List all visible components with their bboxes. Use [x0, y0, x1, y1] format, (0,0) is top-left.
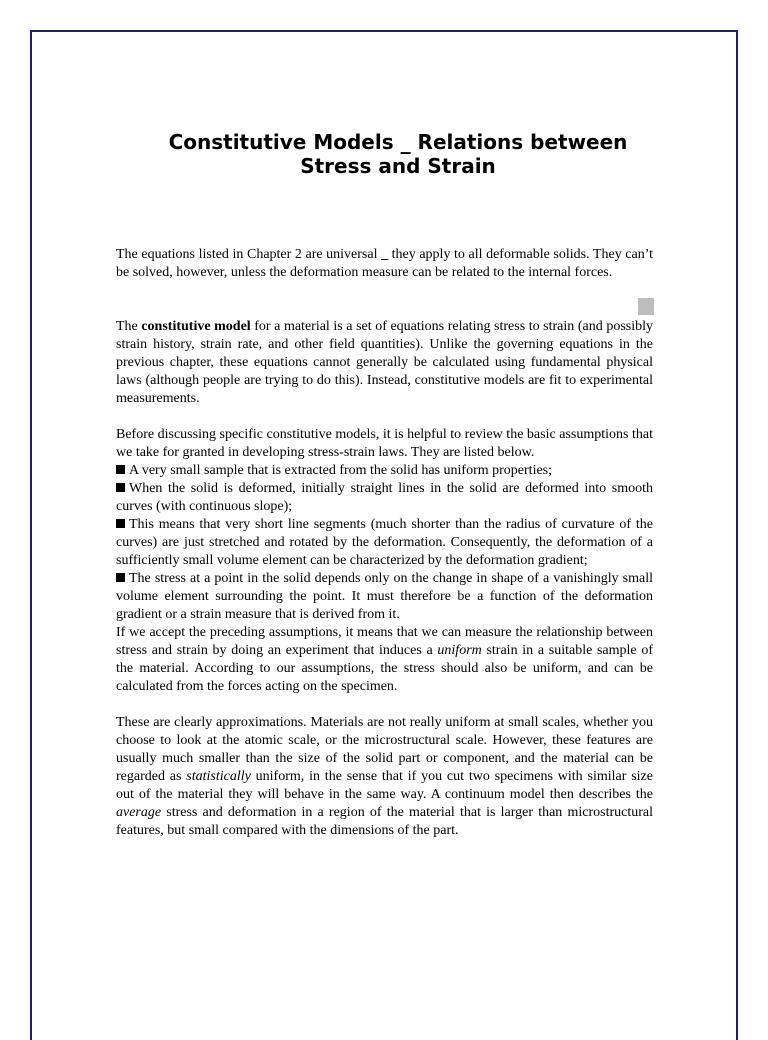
bullet-square-icon: [116, 519, 125, 528]
paragraph-intro: [116, 246, 653, 282]
spacer: [116, 408, 653, 426]
intro-text-1: The equations listed in Chapter 2 are universal: [116, 247, 382, 262]
bullet-square-icon: [116, 483, 125, 492]
cm-text-2: for a material is a set of equations relating stress to strain (and possibly strain history, strain rate, and other field quantities). Unlike the governing equations in the previous chapter, these equations cannot generally be calculated using fundamental physical laws (although people are trying to do this). Instead, constitutive models are fit to experimental measurements.: [116, 319, 653, 406]
page-title: [116, 130, 680, 178]
paragraph-approximations: [116, 714, 653, 840]
approx-text-3: stress and deformation in a region of the material that is larger than microstructural features, but small compared with the dimensions of the part.: [116, 805, 653, 838]
bullet-text: A very small sample that is extracted from the solid has uniform properties;: [129, 463, 553, 478]
approx-italic-2: average: [116, 805, 162, 820]
measure-text-1: If we accept the preceding assumptions, it means that we can measure the relationship between stress and strain by doing an experiment that induces a: [116, 625, 653, 658]
bullet-item: [116, 480, 653, 516]
cm-text-1: The: [116, 319, 142, 334]
intro-text-2: they apply to all deformable solids. They can’t be solved, however, unless the deformation measure can be related to the internal forces.: [116, 247, 653, 280]
bullet-square-icon: [116, 465, 125, 474]
measure-italic: uniform: [437, 643, 482, 658]
bullet-square-icon: [116, 573, 125, 582]
bullet-item: [116, 516, 653, 570]
spacer: [116, 696, 653, 714]
title-line-2: Stress and Strain: [300, 154, 496, 178]
approx-text-1: These are clearly approximations. Materials are not really uniform at small scales, whether you choose to look at the atomic scale, or the microstructural scale. However, these features are usually much smaller than the size of the solid part or component, and the material can be regarded as: [116, 715, 653, 784]
bullet-item: [116, 570, 653, 624]
bullet-text: This means that very short line segments (much shorter than the radius of curvature of the curves) are just stretched and rotated by the deformation. Consequently, the deformation of a sufficiently small volume element can be characterized by the deformation gradient;: [116, 517, 653, 568]
approx-text-2: uniform, in the sense that if you cut two specimens with similar size out of the material they will behave in the same way. A continuum model then describes the: [116, 769, 653, 802]
paragraph-constitutive-model: [116, 318, 653, 408]
paragraph-assumptions: Before discussing specific constitutive models, it is helpful to review the basic assumptions that we take for granted in developing stress-strain laws. They are listed below.: [116, 427, 653, 460]
bullet-text: When the solid is deformed, initially straight lines in the solid are deformed into smooth curves (with continuous slope);: [116, 481, 653, 514]
measure-text-2: strain in a suitable sample of the material. According to our assumptions, the stress should also be uniform, and can be calculated from the forces acting on the specimen.: [116, 643, 653, 694]
spacer: [116, 282, 653, 318]
paragraph-measurement: [116, 624, 653, 696]
intro-dash: _: [381, 247, 389, 262]
bullet-text: The stress at a point in the solid depends only on the change in shape of a vanishingly small volume element surrounding the point. It must therefore be a function of the deformation gradient or a strain measure that is derived from it.: [116, 571, 653, 622]
approx-italic-1: statistically: [186, 769, 251, 784]
document-body: [116, 246, 653, 840]
bullet-item: [116, 462, 653, 480]
cm-bold-term: constitutive model: [141, 319, 251, 334]
title-line-1: Constitutive Models _ Relations between: [168, 130, 628, 154]
